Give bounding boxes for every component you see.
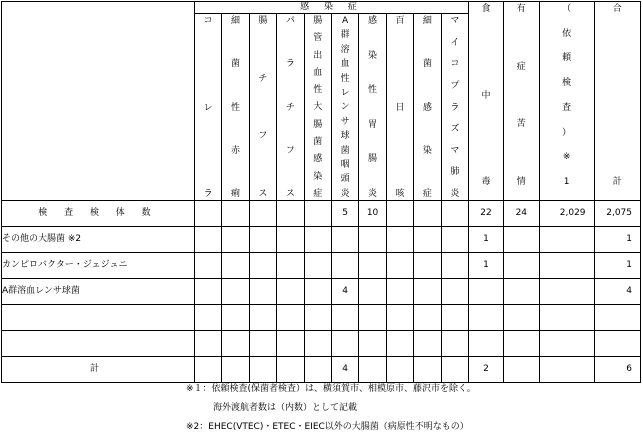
table-cell <box>277 305 304 331</box>
table-cell <box>539 357 594 383</box>
column-header-label <box>332 14 358 199</box>
column-header-label-char: 大 <box>313 102 323 113</box>
column-header-label-char: 球 <box>340 131 350 142</box>
table-cell <box>386 357 413 383</box>
table-cell <box>331 305 358 331</box>
table-cell: 2 <box>469 357 504 383</box>
column-header-label-char: 腸 <box>258 16 268 26</box>
table-cell <box>441 279 469 305</box>
total-label-char: 合 <box>612 4 622 14</box>
table-cell <box>222 279 249 305</box>
poisoning-label-char: 毒 <box>481 177 491 187</box>
table-cell <box>249 227 276 253</box>
column-header-pertussis <box>386 14 413 201</box>
total-header <box>594 2 640 201</box>
column-header-label-char: 炎 <box>368 188 378 199</box>
column-header-label-char: 菌 <box>313 137 323 148</box>
column-header-label-char: ズ <box>450 124 460 135</box>
column-header-label <box>359 14 385 199</box>
column-header-label-char: フ <box>258 131 268 142</box>
table-cell <box>414 305 441 331</box>
table-cell <box>194 279 221 305</box>
column-header-label-char: 細 <box>422 16 432 26</box>
column-header-label <box>305 14 331 199</box>
table-cell <box>359 357 386 383</box>
table-cell: 24 <box>503 201 539 227</box>
table-cell <box>386 331 413 357</box>
table-cell <box>304 201 331 227</box>
table-row <box>2 305 641 331</box>
column-header-label-char: 菌 <box>340 145 350 156</box>
column-header-label <box>277 14 303 199</box>
column-header-label-char: イ <box>450 37 460 48</box>
table-cell <box>277 201 304 227</box>
row-label <box>2 305 195 331</box>
table-cell <box>222 201 249 227</box>
table-cell <box>359 305 386 331</box>
column-header-label-char: 咽 <box>340 160 350 171</box>
table-cell <box>359 253 386 279</box>
column-header-label-char: 染 <box>313 171 323 182</box>
table-cell <box>414 279 441 305</box>
table-cell: 1 <box>594 253 640 279</box>
table-cell <box>386 201 413 227</box>
column-header-label-char: パ <box>285 16 295 26</box>
column-header-label-char: 性 <box>340 73 350 84</box>
column-header-label <box>387 14 413 199</box>
table-cell <box>386 227 413 253</box>
table-cell: 1 <box>469 253 504 279</box>
column-header-label-char: 群 <box>340 30 350 41</box>
table-cell: 2,075 <box>594 201 640 227</box>
table-cell <box>249 331 276 357</box>
table-cell <box>304 357 331 383</box>
table-cell <box>194 253 221 279</box>
table-cell <box>194 357 221 383</box>
symptomatic-label-char: 情 <box>516 176 526 187</box>
row-label <box>2 331 195 357</box>
table-cell: 4 <box>331 357 358 383</box>
symptomatic-label-char: 症 <box>516 61 526 72</box>
column-header-label-char: ン <box>340 102 350 113</box>
total-row <box>2 357 641 383</box>
table-cell <box>386 279 413 305</box>
symptomatic-label-char: 有 <box>516 4 526 14</box>
table-cell: 22 <box>469 201 504 227</box>
request-inspection-header <box>539 2 594 201</box>
column-header-label-char: 胃 <box>368 119 378 130</box>
request-label-char: （ <box>562 4 572 14</box>
column-header-label-char: 染 <box>368 50 378 61</box>
column-header-label-char: 痢 <box>231 189 241 199</box>
table-cell <box>539 331 594 357</box>
table-cell <box>249 279 276 305</box>
column-header-dysentery <box>222 14 249 201</box>
column-header-label-char: サ <box>340 116 350 127</box>
column-header-label-char: ス <box>285 189 295 199</box>
column-header-label <box>195 14 221 199</box>
table-cell: 6 <box>594 357 640 383</box>
column-header-label-char: 感 <box>313 154 323 165</box>
column-header-label-char: 赤 <box>231 145 241 156</box>
column-header-label-char: 感 <box>368 16 378 26</box>
table-cell <box>441 201 469 227</box>
table-cell <box>539 279 594 305</box>
table-cell <box>441 253 469 279</box>
column-header-label-char: マ <box>450 145 460 156</box>
table-cell: 2,029 <box>539 201 594 227</box>
request-label-char: 査 <box>562 102 572 113</box>
column-header-paratyphoid <box>277 14 304 201</box>
column-header-label-char: 百 <box>395 16 405 26</box>
footnotes <box>186 380 476 437</box>
column-header-label-char: 腸 <box>368 154 378 165</box>
table-cell <box>594 331 640 357</box>
column-header-label-char: ラ <box>450 102 460 113</box>
infection-group-header: 感 染 症 <box>194 2 468 14</box>
column-header-label-char: 染 <box>422 145 432 156</box>
column-header-strepa <box>331 14 358 201</box>
table-cell <box>414 331 441 357</box>
request-note-char: 1 <box>563 176 570 187</box>
request-note-char: ※ <box>562 152 571 163</box>
request-label-char: ） <box>562 127 572 138</box>
table-cell <box>503 305 539 331</box>
column-header-label-char: 日 <box>395 102 405 113</box>
column-header-label-char: 症 <box>313 188 323 199</box>
table-cell <box>277 331 304 357</box>
column-header-label-char: 肺 <box>450 167 460 178</box>
table-cell <box>503 253 539 279</box>
table-cell <box>331 253 358 279</box>
table-row <box>2 279 641 305</box>
table-cell <box>503 357 539 383</box>
column-header-label-char: 腸 <box>313 16 323 26</box>
column-header-label-char: ス <box>258 188 268 199</box>
column-header-label <box>222 14 248 199</box>
table-cell <box>194 201 221 227</box>
table-cell <box>222 357 249 383</box>
footnote-1: ※１：依頼検査(保菌者検査）は、横須賀市、相模原市、藤沢市を除く。 <box>186 384 476 394</box>
column-header-label-char: 菌 <box>231 59 241 70</box>
poisoning-label-char: 中 <box>481 90 491 101</box>
column-header-label-char: 症 <box>422 189 432 199</box>
table-cell <box>304 331 331 357</box>
row-label: 検 査 検 体 数 <box>2 201 195 227</box>
column-header-label-char: 腸 <box>313 119 323 130</box>
table-cell <box>594 305 640 331</box>
table-cell: 1 <box>594 227 640 253</box>
column-header-label-char: チ <box>285 102 295 113</box>
column-header-label-char: 性 <box>368 85 378 96</box>
table-row <box>2 227 641 253</box>
results-table <box>1 1 641 383</box>
table-cell <box>441 331 469 357</box>
column-header-label-char: 感 <box>422 102 432 113</box>
total-label-char: 計 <box>612 177 622 187</box>
table-cell <box>222 227 249 253</box>
request-label-char: 頼 <box>562 53 572 64</box>
table-cell <box>414 253 441 279</box>
column-header-label-char: 血 <box>340 59 350 70</box>
table-cell <box>277 253 304 279</box>
table-cell <box>414 201 441 227</box>
table-cell <box>414 357 441 383</box>
table-cell <box>277 357 304 383</box>
table-cell <box>539 305 594 331</box>
column-header-label <box>414 14 440 199</box>
column-header-label-char: コ <box>203 16 213 26</box>
table-cell <box>441 357 469 383</box>
column-header-other_bact <box>414 14 441 201</box>
poisoning-label-char: 食 <box>481 4 491 14</box>
table-cell <box>503 331 539 357</box>
table-cell: 4 <box>594 279 640 305</box>
table-cell <box>469 279 504 305</box>
table-cell: 1 <box>469 227 504 253</box>
table-cell <box>277 279 304 305</box>
column-header-label-char: ラ <box>285 59 295 70</box>
symptomatic-header <box>503 2 539 201</box>
table-cell: 10 <box>359 201 386 227</box>
table-cell: 5 <box>331 201 358 227</box>
table-cell <box>222 253 249 279</box>
table-cell <box>331 331 358 357</box>
row-label: その他の大腸菌 ※2 <box>2 227 195 253</box>
table-row <box>2 201 641 227</box>
table-cell <box>249 357 276 383</box>
column-header-label-char: 細 <box>231 16 241 26</box>
table-cell <box>359 227 386 253</box>
table-cell <box>249 253 276 279</box>
column-header-label-char: ラ <box>203 189 213 199</box>
column-header-label-char: マ <box>450 16 460 26</box>
request-label-char: 検 <box>562 78 572 89</box>
table-cell <box>194 305 221 331</box>
column-header-cholera <box>194 14 221 201</box>
table-cell <box>249 305 276 331</box>
corner-cell <box>2 2 195 201</box>
table-cell <box>222 331 249 357</box>
table-cell <box>503 279 539 305</box>
table-cell <box>469 331 504 357</box>
row-label: 計 <box>2 357 195 383</box>
column-header-label-char: チ <box>258 73 268 84</box>
table-cell <box>194 331 221 357</box>
row-label: カンピロバクター・ジェジュニ <box>2 253 195 279</box>
table-cell <box>222 305 249 331</box>
table-cell <box>539 253 594 279</box>
poisoning-header <box>469 2 504 201</box>
column-header-label-char: 性 <box>313 85 323 96</box>
column-header-label-char: 溶 <box>340 44 350 55</box>
footnote-1-sub: 海外渡航者数は（内数）として記載 <box>186 403 358 413</box>
column-header-gastro <box>359 14 386 201</box>
table-cell <box>331 227 358 253</box>
column-header-label-char: レ <box>203 102 213 113</box>
column-header-label-char: A <box>342 16 349 26</box>
table-row <box>2 253 641 279</box>
table-cell <box>304 305 331 331</box>
column-header-label-char: フ <box>285 145 295 156</box>
table-cell <box>386 253 413 279</box>
table-cell <box>441 227 469 253</box>
table-cell <box>469 305 504 331</box>
table-cell <box>539 227 594 253</box>
request-label-char: 依 <box>562 28 572 39</box>
symptomatic-label-char: 苦 <box>516 119 526 130</box>
column-header-label-char: レ <box>340 88 350 99</box>
column-header-label-char: 頭 <box>340 174 350 185</box>
table-cell: 4 <box>331 279 358 305</box>
column-header-label <box>442 14 469 199</box>
footnote-2: ※2：EHEC(VTEC)・ETEC・EIEC以外の大腸菌（病原性不明なもの） <box>186 422 469 432</box>
row-label: A群溶血レンサ球菌 <box>2 279 195 305</box>
column-header-label-char: 管 <box>313 33 323 44</box>
column-header-label-char: プ <box>450 80 460 91</box>
column-header-label-char: 血 <box>313 67 323 78</box>
column-header-label-char: 菌 <box>422 59 432 70</box>
results-table-container <box>1 1 641 383</box>
column-header-label <box>250 14 276 199</box>
table-cell <box>304 253 331 279</box>
table-cell <box>386 305 413 331</box>
column-header-label-char: 炎 <box>450 189 460 199</box>
column-header-mycoplasma <box>441 14 469 201</box>
column-header-label-char: コ <box>450 59 460 70</box>
table-cell <box>194 227 221 253</box>
table-cell <box>304 227 331 253</box>
table-cell <box>277 227 304 253</box>
table-cell <box>359 331 386 357</box>
table-cell <box>304 279 331 305</box>
column-header-label-char: 性 <box>231 102 241 113</box>
column-header-ehec <box>304 14 331 201</box>
column-header-label-char: 咳 <box>395 189 405 199</box>
column-header-typhoid <box>249 14 276 201</box>
table-cell <box>359 279 386 305</box>
column-header-label-char: 炎 <box>340 188 350 199</box>
table-cell <box>503 227 539 253</box>
table-cell <box>441 305 469 331</box>
table-cell <box>249 201 276 227</box>
table-cell <box>414 227 441 253</box>
column-header-label-char: 出 <box>313 50 323 61</box>
table-row <box>2 331 641 357</box>
